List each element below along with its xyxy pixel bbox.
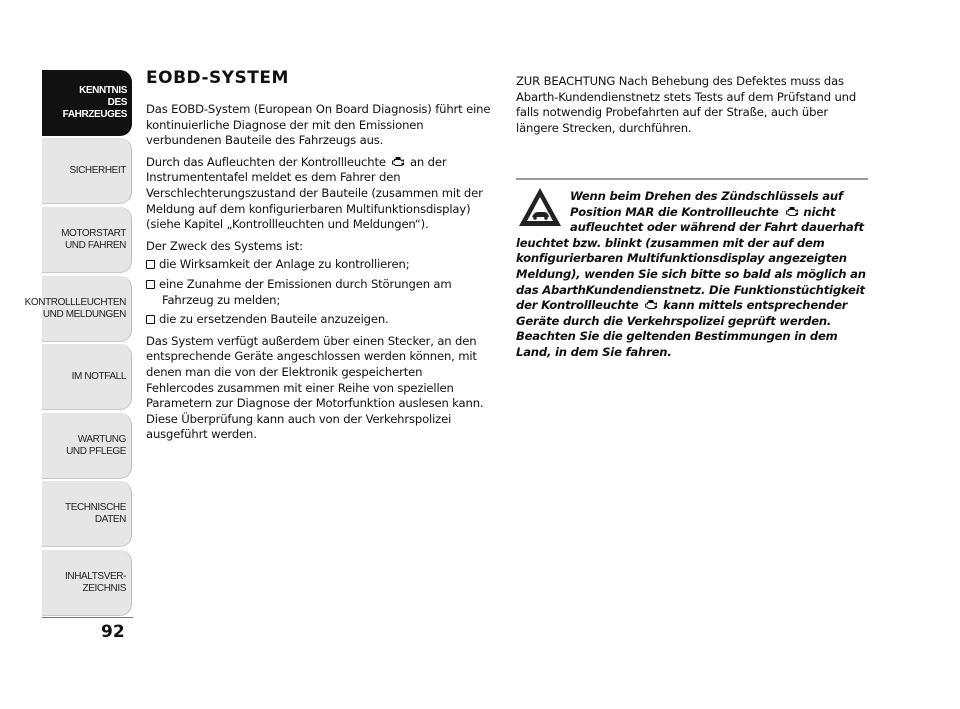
warning-text-2: nicht aufleuchtet oder während der Fahrt dauerhaft leuchtet bzw. blinkt (zusammen mit der auf dem konfigurierbaren Multifunktionsdisplay angezeigten Meldung), wenden Sie sich bitte so bald als möglich an das AbarthKundendienstnetz. Die Funktionstüchtigkeit der Kontrollleuchte <box>516 204 866 313</box>
purpose-heading: Der Zweck des Systems ist: <box>146 238 303 253</box>
list-item-text: die zu ersetzenden Bauteile anzuzeigen. <box>159 312 389 327</box>
eobd-section <box>146 68 491 449</box>
tab-motorstart-und-fahren[interactable] <box>42 207 132 273</box>
list-item <box>146 312 491 328</box>
tab-inhaltsverzeichnis[interactable] <box>42 550 132 616</box>
tab-label: WARTUNG UND PFLEGE <box>66 433 126 457</box>
tab-kenntnis-des-fahrzeuges[interactable] <box>42 70 132 136</box>
warning-text-1: Wenn beim Drehen des Zündschlüssels auf Position MAR die Kontrollleuchte <box>570 189 843 219</box>
engine-warning-icon <box>391 157 404 168</box>
tab-label: TECHNISCHE DATEN <box>64 501 126 525</box>
page-number-rule <box>42 617 133 618</box>
checkbox-bullet-icon <box>146 260 155 269</box>
page-number: 92 <box>101 622 125 642</box>
warning-text-3: kann mittels entsprechender Geräte durch die Verkehrspolizei geprüft werden. Beachten Sie die geltenden Bestimmungen in dem Land, in dem Sie fahren. <box>516 298 848 359</box>
closing-paragraph: Das System verfügt außerdem über einen Stecker, an den entsprechende Geräte angeschlossen werden können, mit denen man die von der Elektronik gespeicherten Fehlercodes zusammen mit einer Reihe von speziellen Parametern zur Diagnose der Motorfunktion auslesen kann. Diese Überprüfung kann auch von der Verkehrspolizei ausgeführt werden. <box>146 333 484 442</box>
note-paragraph: ZUR BEACHTUNG Nach Behebung des Defektes muss das Abarth-Kundendienstnetz stets Tests auf dem Prüfstand und falls notwendig Probefahrten auf der Straße, auch über längere Strecken, durchführen. <box>516 74 857 135</box>
tab-sicherheit[interactable] <box>42 138 132 204</box>
checkbox-bullet-icon <box>146 315 155 324</box>
intro-paragraph: Das EOBD-System (European On Board Diagnosis) führt eine kontinuierliche Diagnose der mit den Emissionen verbundenen Bauteile des Fahrzeugs aus. <box>146 102 491 148</box>
indicator-text-before: Durch das Aufleuchten der Kontrollleuchte <box>146 154 386 169</box>
warning-divider <box>516 178 868 180</box>
tab-label: INHALTSVER- ZEICHNIS <box>65 570 126 594</box>
indicator-paragraph <box>146 155 491 233</box>
checkbox-bullet-icon <box>146 280 155 289</box>
tab-label: KENNTNIS DES FAHRZEUGES <box>62 85 127 120</box>
list-item-text: eine Zunahme der Emissionen durch Störungen am Fahrzeug zu melden; <box>159 276 452 307</box>
list-item-text: die Wirksamkeit der Anlage zu kontrollieren; <box>159 257 410 272</box>
tab-label: SICHERHEIT <box>69 164 126 176</box>
tab-im-notfall[interactable] <box>42 344 132 410</box>
warning-box <box>516 189 871 361</box>
section-title: EOBD-SYSTEM <box>146 68 289 88</box>
list-item <box>146 257 491 273</box>
list-item <box>146 277 491 308</box>
warning-icon-spacer <box>516 189 570 233</box>
tab-label: MOTORSTART UND FAHREN <box>61 227 126 251</box>
tab-wartung-und-pflege[interactable] <box>42 413 132 479</box>
indicator-text-after: an der Instrumententafel meldet es dem Fahrer den Verschlechterungszustand der Bauteile (zusammen mit der Meldung auf dem konfigurierbaren Multifunktionsdisplay) (siehe Kapitel „Kontrollleuchten und Meldungen“). <box>146 154 483 232</box>
tab-label: IM NOTFALL <box>71 370 126 382</box>
engine-warning-icon <box>644 300 657 311</box>
tab-technische-daten[interactable] <box>42 481 132 547</box>
tab-label: KONTROLLLEUCHTEN UND MELDUNGEN <box>24 296 126 320</box>
tab-kontrollleuchten-und-meldungen[interactable] <box>24 276 132 342</box>
engine-warning-icon <box>785 207 798 218</box>
